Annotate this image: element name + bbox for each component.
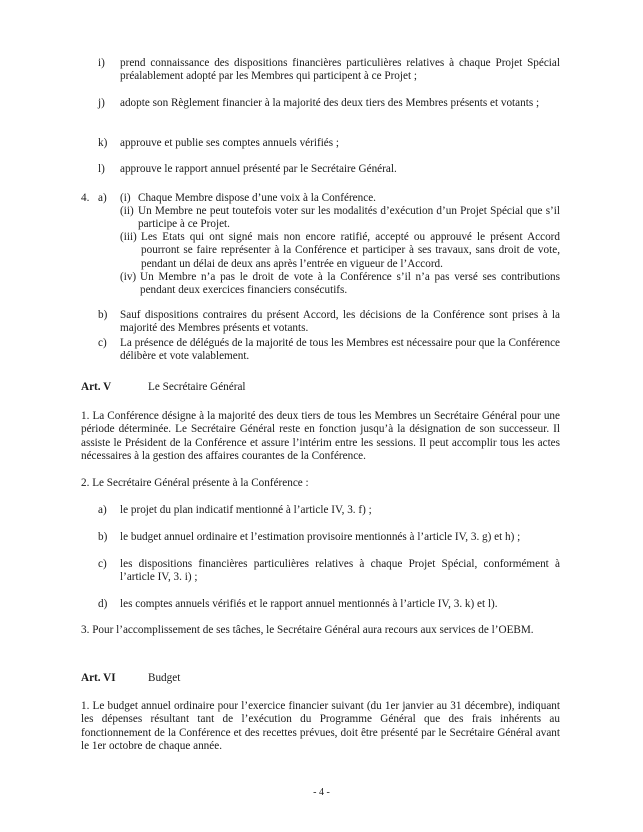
item-label: b): [98, 531, 108, 543]
item-text: le budget annuel ordinaire et l’estimation provisoire mentionnés à l’article IV, 3. g) et h) ;: [120, 531, 521, 543]
item-label: l): [98, 163, 105, 175]
item-text: approuve le rapport annuel présenté par le Secrétaire Général.: [120, 163, 397, 175]
item-text: adopte son Règlement financier à la majorité des deux tiers des Membres présents et votants ;: [120, 97, 540, 109]
item-text: prend connaissance des dispositions financières particulières relatives à chaque Projet Spécial préalablement adopté par les Membres qui participent à ce Projet ;: [120, 57, 560, 83]
article-paragraph: 3. Pour l’accomplissement de ses tâches, le Secrétaire Général aura recours aux services de l’OEBM.: [81, 624, 534, 636]
article-paragraph: 2. Le Secrétaire Général présente à la Conférence :: [81, 477, 309, 489]
article-number: Art. V: [81, 381, 112, 393]
item-label: a): [98, 504, 107, 516]
article-paragraph: 1. Le budget annuel ordinaire pour l’exercice financier suivant (du 1er janvier au 31 décembre), indiquant les dépenses résultant tant de l’exécution du Programme Général que des frais inhérents au fonctionnement de la Conférence et des recettes prévues, doit être présenté par le Secrétaire Général avant le 1er octobre de chaque année.: [81, 700, 560, 753]
subitem-label: (i): [120, 192, 131, 204]
item-label: k): [98, 137, 108, 149]
paragraph-number: 4.: [81, 192, 90, 204]
item-text: Sauf dispositions contraires du présent Accord, les décisions de la Conférence sont prises à la majorité des Membres présents et votants.: [120, 309, 560, 335]
article-paragraph: 1. La Conférence désigne à la majorité des deux tiers de tous les Membres un Secrétaire Général pour une période déterminée. Le Secrétaire Général reste en fonction jusqu’à la désignation de son successeur. Il assiste le Président de la Conférence et assure l’intérim entre les sessions. Il peut accomplir tous les actes nécessaires à la gestion des affaires courantes de la Conférence.: [81, 410, 560, 463]
item-text: approuve et publie ses comptes annuels vérifiés ;: [120, 137, 340, 149]
subitem-text: Chaque Membre dispose d’une voix à la Conférence.: [138, 192, 376, 204]
subitem-text: Un Membre ne peut toutefois voter sur les modalités d’exécution d’un Projet Spécial que s’il participe à ce Projet.: [138, 205, 560, 231]
item-text: les dispositions financières particulières relatives à chaque Projet Spécial, conformément à l’article IV, 3. i) ;: [120, 558, 560, 584]
item-text: le projet du plan indicatif mentionné à l’article IV, 3. f) ;: [120, 504, 372, 516]
item-label: b): [98, 309, 108, 321]
item-label: i): [98, 57, 105, 69]
item-text: les comptes annuels vérifiés et le rapport annuel mentionnés à l’article IV, 3. k) et l).: [120, 598, 498, 610]
item-text: La présence de délégués de la majorité de tous les Membres est nécessaire pour que la Conférence délibère et vote valablement.: [120, 337, 560, 363]
subitem-text: Les Etats qui ont signé mais non encore ratifié, accepté ou approuvé le présent Accord pourront se faire représenter à la Conférence et participer à ses travaux, sans droit de vote, pendant un délai de deux ans après l’entrée en vigueur de l’Accord.: [141, 231, 560, 270]
page-number: - 4 -: [313, 787, 330, 798]
item-label: c): [98, 558, 107, 570]
item-label: j): [98, 97, 105, 109]
subitem-label: (iii): [120, 231, 137, 243]
article-number: Art. VI: [81, 672, 116, 684]
item-label: d): [98, 598, 108, 610]
subitem-label: (iv): [120, 271, 137, 283]
item-label: c): [98, 337, 107, 349]
article-title: Budget: [148, 672, 181, 684]
subitem-label: (ii): [120, 205, 134, 217]
subitem-text: Un Membre n’a pas le droit de vote à la Conférence s’il n’a pas versé ses contributions pendant deux exercices financiers consécutifs.: [140, 271, 560, 297]
article-title: Le Secrétaire Général: [148, 381, 246, 393]
item-label: a): [98, 192, 107, 204]
